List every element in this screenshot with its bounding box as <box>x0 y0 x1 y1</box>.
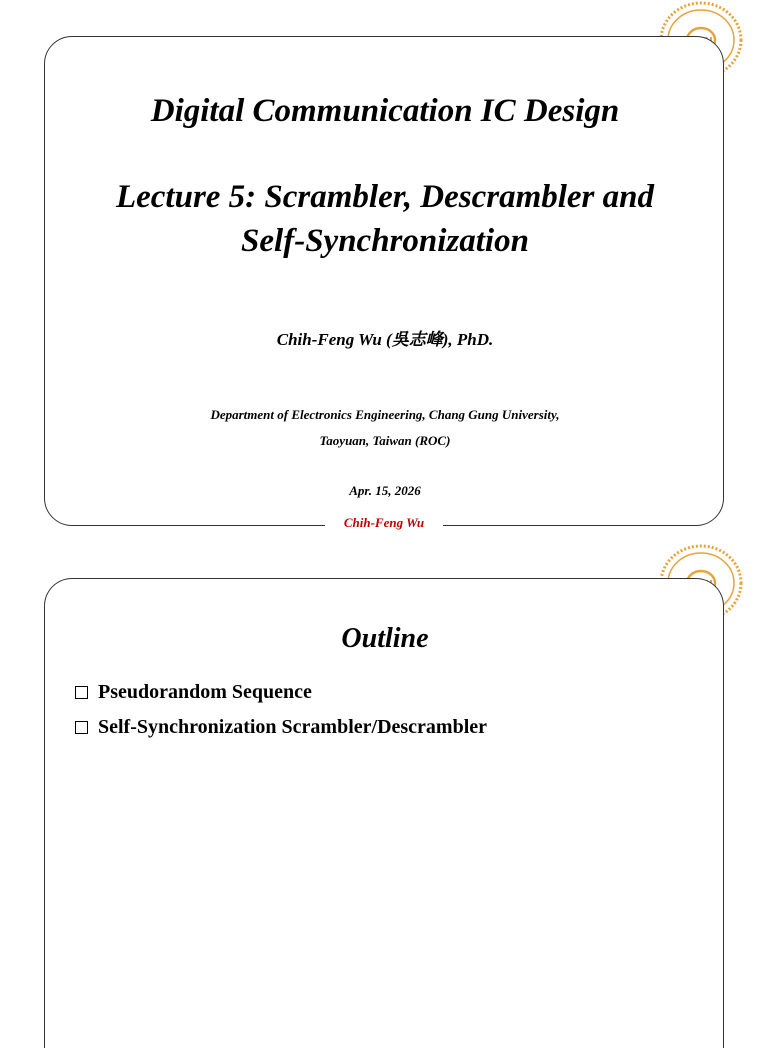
lecture-title-line2: Self-Synchronization <box>241 223 529 259</box>
list-item-label: Pseudorandom Sequence <box>98 681 312 703</box>
title-slide <box>44 36 724 526</box>
outline-title: Outline <box>341 623 429 654</box>
course-title: Digital Communication IC Design <box>150 93 620 129</box>
footer-author: Chih-Feng Wu <box>343 515 425 530</box>
presentation-date: Apr. 15, 2026 <box>349 483 421 498</box>
list-item <box>75 675 487 710</box>
lecture-title-line1: Lecture 5: Scrambler, Descrambler and <box>115 179 655 215</box>
department-line2: Taoyuan, Taiwan (ROC) <box>319 433 451 448</box>
outline-list <box>75 675 487 745</box>
outline-slide <box>44 578 724 1048</box>
list-item <box>75 710 487 745</box>
author-name: Chih-Feng Wu (吳志峰), PhD. <box>276 330 494 349</box>
list-item-label: Self-Synchronization Scrambler/Descrambler <box>98 716 488 738</box>
checkbox-bullet-icon <box>75 686 88 699</box>
slide-footer <box>0 514 768 534</box>
department-line1: Department of Electronics Engineering, Chang Gung University, <box>210 407 560 422</box>
checkbox-bullet-icon <box>75 721 88 734</box>
